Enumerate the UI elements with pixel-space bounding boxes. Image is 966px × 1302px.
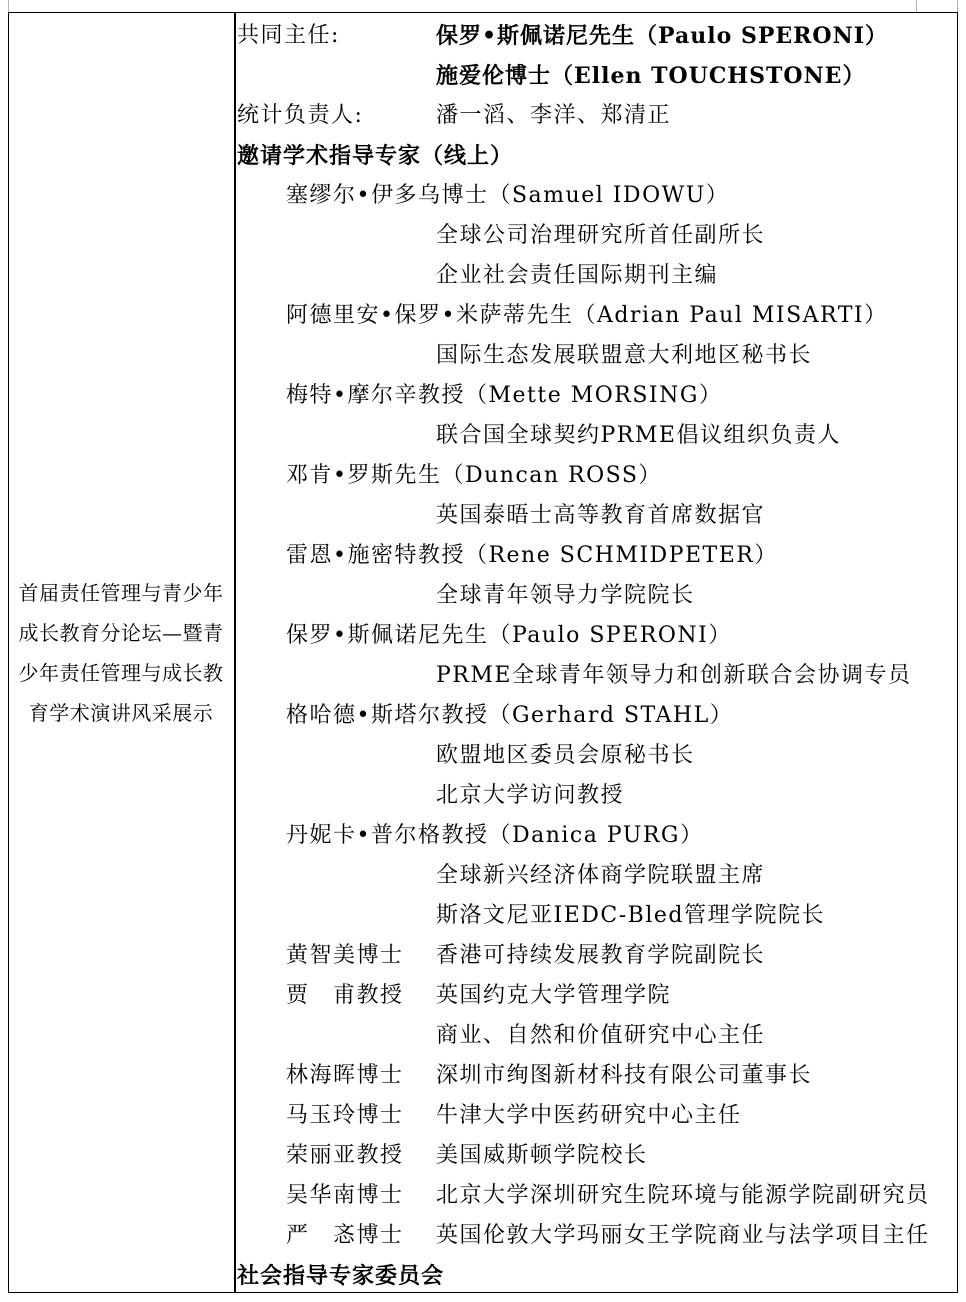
list-line: [286, 1136, 648, 1176]
list-line: [436, 776, 624, 816]
expert-role: 英国伦敦大学玛丽女王学院商业与法学项目主任: [436, 1223, 930, 1248]
expert-role: 香港可持续发展教育学院副院长: [436, 943, 766, 968]
expert-role: 联合国全球契约PRME倡议组织负责人: [436, 423, 841, 448]
list-line: [286, 176, 729, 216]
list-line: [286, 536, 778, 576]
expert-role: 北京大学访问教授: [436, 783, 625, 808]
expert-name: 荣丽亚教授: [286, 1143, 404, 1168]
list-line: [436, 736, 695, 776]
field-value: 保罗•斯佩诺尼先生（Paulo SPERONI）: [436, 23, 889, 49]
list-line: [237, 1256, 444, 1296]
list-line: [286, 456, 662, 496]
list-line: [436, 216, 765, 256]
expert-role: 深圳市绚图新材科技有限公司董事长: [436, 1063, 813, 1088]
list-line: [237, 136, 513, 176]
expert-role: 全球新兴经济体商学院联盟主席: [436, 863, 766, 888]
list-line: [286, 1056, 813, 1096]
expert-role: 英国泰晤士高等教育首席数据官: [436, 503, 766, 528]
expert-role: 牛津大学中医药研究中心主任: [436, 1103, 742, 1128]
expert-name: 丹妮卡•普尔格教授（Danica PURG）: [286, 823, 704, 848]
expert-name: 格哈德•斯塔尔教授（Gerhard STAHL）: [286, 703, 734, 728]
field-label: 共同主任:: [237, 23, 340, 48]
expert-name: 严 忞博士: [286, 1223, 404, 1248]
expert-role: 商业、自然和价值研究中心主任: [436, 1023, 766, 1048]
expert-name: 邓肯•罗斯先生（Duncan ROSS）: [286, 463, 662, 488]
expert-name: 黄智美博士: [286, 943, 404, 968]
list-line: [286, 696, 733, 736]
list-line: [436, 336, 812, 376]
expert-name: 梅特•摩尔辛教授（Mette MORSING）: [286, 383, 723, 408]
field-value: 潘一滔、李洋、郑清正: [436, 103, 672, 128]
expert-role: 全球青年领导力学院院长: [436, 583, 695, 608]
list-line: [436, 656, 911, 696]
expert-role: 欧盟地区委员会原秘书长: [436, 743, 695, 768]
list-line: [436, 256, 718, 296]
section-heading: 邀请学术指导专家（线上）: [237, 143, 514, 169]
expert-role: 北京大学深圳研究生院环境与能源学院副研究员: [436, 1183, 930, 1208]
expert-role: 国际生态发展联盟意大利地区秘书长: [436, 343, 813, 368]
forum-title: 首届责任管理与青少年成长教育分论坛—暨青少年责任管理与成长教育学术演讲风采展示: [18, 580, 224, 725]
page-edge-tick: [8, 0, 9, 12]
page-edge-tick: [957, 0, 958, 12]
expert-name: 贾 甫教授: [286, 983, 404, 1008]
list-line: [436, 576, 695, 616]
list-line: [436, 416, 841, 456]
previous-page-edge: [0, 0, 966, 12]
expert-role: 斯洛文尼亚IEDC-Bled管理学院院长: [436, 903, 825, 928]
list-line: [436, 1016, 765, 1056]
expert-name: 吴华南博士: [286, 1183, 404, 1208]
list-line: [286, 1096, 742, 1136]
list-line: [286, 816, 703, 856]
expert-name: 阿德里安•保罗•米萨蒂先生（Adrian Paul MISARTI）: [286, 303, 888, 328]
list-line: [436, 496, 765, 536]
list-line: [286, 616, 732, 656]
list-line: [286, 296, 888, 336]
list-line: [286, 976, 672, 1016]
expert-name: 雷恩•施密特教授（Rene SCHMIDPETER）: [286, 543, 778, 568]
expert-name: 保罗•斯佩诺尼先生（Paulo SPERONI）: [286, 623, 732, 648]
column-divider: [234, 12, 236, 1293]
expert-role: PRME全球青年领导力和创新联合会协调专员: [436, 663, 912, 688]
page-edge-tick: [916, 0, 917, 12]
field-value: 施爱伦博士（Ellen TOUCHSTONE）: [436, 63, 866, 89]
list-line: [286, 376, 722, 416]
forum-title-cell: [8, 12, 234, 1293]
expert-role: 企业社会责任国际期刊主编: [436, 263, 719, 288]
list-line: [436, 896, 825, 936]
expert-role: 英国约克大学管理学院: [436, 983, 672, 1008]
expert-name: 马玉玲博士: [286, 1103, 404, 1128]
list-line: [436, 856, 765, 896]
list-line: [286, 936, 766, 976]
expert-role: 美国威斯顿学院校长: [436, 1143, 648, 1168]
expert-name: 塞缪尔•伊多乌博士（Samuel IDOWU）: [286, 183, 730, 208]
section-heading: 社会指导专家委员会: [237, 1263, 445, 1289]
expert-role: 全球公司治理研究所首任副所长: [436, 223, 766, 248]
expert-name: 林海晖博士: [286, 1063, 404, 1088]
list-line: [286, 1216, 930, 1256]
field-label: 统计负责人:: [237, 103, 364, 128]
list-line: [237, 96, 672, 136]
list-line: [286, 1176, 930, 1216]
list-line: [237, 16, 889, 56]
